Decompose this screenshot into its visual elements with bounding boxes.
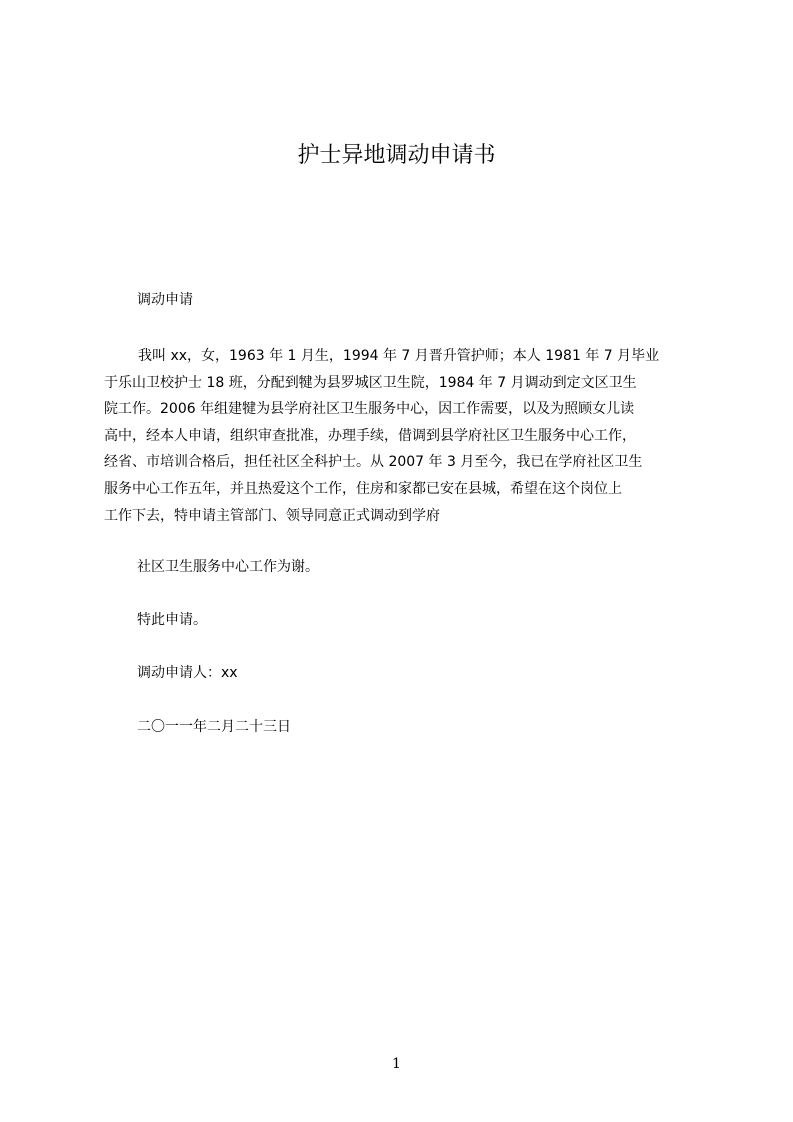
closing-line: 特此申请。	[137, 612, 207, 628]
body-line: 院工作。2006 年组建犍为县学府社区卫生服务中心，因工作需要，以及为照顾女儿读	[104, 401, 635, 418]
application-heading: 调动申请	[137, 292, 193, 308]
body-line: 我叫 xx，女，1963 年 1 月生，1994 年 7 月晋升管护师；本人 1981 年 7 月毕业	[138, 348, 660, 364]
applicant-signature: 调动申请人：xx	[137, 665, 238, 681]
body-line: 经省、市培训合格后，担任社区全科护士。从 2007 年 3 月至今，我已在学府社区卫生	[104, 454, 643, 471]
body-line: 服务中心工作五年，并且热爱这个工作，住房和家都已安在县城，希望在这个岗位上	[104, 480, 622, 497]
body-line: 高中，经本人申请，组织审查批准，办理手续，借调到县学府社区卫生服务中心工作，	[104, 427, 636, 444]
body-line: 工作下去，特申请主管部门、领导同意正式调动到学府	[104, 507, 440, 524]
body-line: 于乐山卫校护士 18 班，分配到犍为县罗城区卫生院，1984 年 7 月调动到定文区卫生	[104, 374, 637, 391]
application-date: 二〇一一年二月二十三日	[137, 719, 291, 735]
page-number: 1	[392, 1056, 401, 1072]
continuation-paragraph: 社区卫生服务中心工作为谢。	[137, 559, 319, 575]
body-paragraph	[104, 343, 696, 529]
document-title: 护士异地调动申请书	[297, 143, 496, 168]
